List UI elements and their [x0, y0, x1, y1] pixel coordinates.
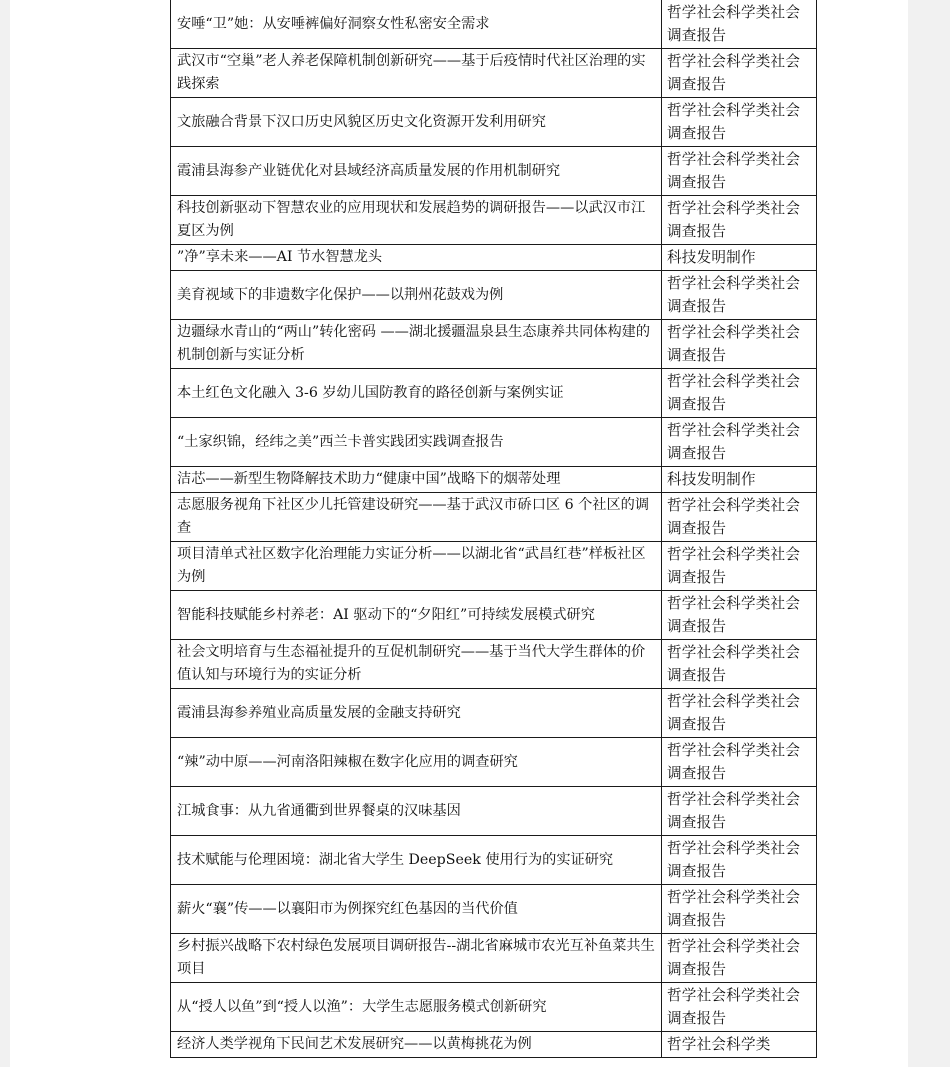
table-row — [171, 591, 817, 640]
table-row — [171, 467, 817, 493]
table-row — [171, 738, 817, 787]
project-category: 哲学社会科学类社会调查报告 — [662, 885, 817, 934]
table-row — [171, 885, 817, 934]
table-row — [171, 320, 817, 369]
project-title: 美育视域下的非遗数字化保护——以荆州花鼓戏为例 — [171, 271, 662, 320]
project-category: 哲学社会科学类社会调查报告 — [662, 49, 817, 98]
project-title: 志愿服务视角下社区少儿托管建设研究——基于武汉市硚口区 6 个社区的调查 — [171, 493, 662, 542]
table-row — [171, 787, 817, 836]
project-title: “土家织锦，经纬之美”西兰卡普实践团实践调查报告 — [171, 418, 662, 467]
table-row — [171, 271, 817, 320]
project-title: 智能科技赋能乡村养老：AI 驱动下的“夕阳红”可持续发展模式研究 — [171, 591, 662, 640]
project-title: 霞浦县海参养殖业高质量发展的金融支持研究 — [171, 689, 662, 738]
project-title: 项目清单式社区数字化治理能力实证分析——以湖北省“武昌红巷”样板社区为例 — [171, 542, 662, 591]
project-title: 乡村振兴战略下农村绿色发展项目调研报告--湖北省麻城市农光互补鱼菜共生项目 — [171, 934, 662, 983]
project-category: 哲学社会科学类社会调查报告 — [662, 640, 817, 689]
table-row — [171, 983, 817, 1032]
project-title: 技术赋能与伦理困境：湖北省大学生 DeepSeek 使用行为的实证研究 — [171, 836, 662, 885]
project-title: 武汉市“空巢”老人养老保障机制创新研究——基于后疫情时代社区治理的实践探索 — [171, 49, 662, 98]
project-title: 边疆绿水青山的“两山”转化密码 ——湖北援疆温泉县生态康养共同体构建的机制创新与实证分析 — [171, 320, 662, 369]
project-category: 哲学社会科学类社会调查报告 — [662, 787, 817, 836]
project-category: 哲学社会科学类社会调查报告 — [662, 493, 817, 542]
table-row — [171, 0, 817, 49]
table-row — [171, 49, 817, 98]
project-category: 哲学社会科学类社会调查报告 — [662, 934, 817, 983]
project-category: 科技发明制作 — [662, 467, 817, 493]
table-row — [171, 640, 817, 689]
project-category: 哲学社会科学类社会调查报告 — [662, 418, 817, 467]
project-title: 本土红色文化融入 3-6 岁幼儿国防教育的路径创新与案例实证 — [171, 369, 662, 418]
table-row — [171, 147, 817, 196]
project-title: 科技创新驱动下智慧农业的应用现状和发展趋势的调研报告——以武汉市江夏区为例 — [171, 196, 662, 245]
project-category: 哲学社会科学类社会调查报告 — [662, 983, 817, 1032]
project-category: 科技发明制作 — [662, 245, 817, 271]
table-row — [171, 542, 817, 591]
project-title: 从“授人以鱼”到“授人以渔”：大学生志愿服务模式创新研究 — [171, 983, 662, 1032]
project-category: 哲学社会科学类社会调查报告 — [662, 320, 817, 369]
table-row — [171, 418, 817, 467]
project-category: 哲学社会科学类社会调查报告 — [662, 98, 817, 147]
project-table — [170, 0, 817, 1058]
project-title: “辣”动中原——河南洛阳辣椒在数字化应用的调查研究 — [171, 738, 662, 787]
project-category: 哲学社会科学类社会调查报告 — [662, 689, 817, 738]
table-row — [171, 196, 817, 245]
table-row — [171, 369, 817, 418]
project-category: 哲学社会科学类社会调查报告 — [662, 369, 817, 418]
project-category: 哲学社会科学类社会调查报告 — [662, 836, 817, 885]
table-row — [171, 836, 817, 885]
project-category: 哲学社会科学类社会调查报告 — [662, 738, 817, 787]
project-title: 文旅融合背景下汉口历史风貌区历史文化资源开发利用研究 — [171, 98, 662, 147]
project-title: 薪火“襄”传——以襄阳市为例探究红色基因的当代价值 — [171, 885, 662, 934]
project-title: 霞浦县海参产业链优化对县域经济高质量发展的作用机制研究 — [171, 147, 662, 196]
project-category: 哲学社会科学类社会调查报告 — [662, 196, 817, 245]
project-category: 哲学社会科学类社会调查报告 — [662, 147, 817, 196]
project-category: 哲学社会科学类社会调查报告 — [662, 542, 817, 591]
project-title: 江城食事：从九省通衢到世界餐桌的汉味基因 — [171, 787, 662, 836]
table-row — [171, 493, 817, 542]
project-category: 哲学社会科学类 — [662, 1032, 817, 1058]
project-category: 哲学社会科学类社会调查报告 — [662, 591, 817, 640]
project-category: 哲学社会科学类社会调查报告 — [662, 0, 817, 49]
project-title: 经济人类学视角下民间艺术发展研究——以黄梅挑花为例 — [171, 1032, 662, 1058]
table-row — [171, 934, 817, 983]
table-row — [171, 98, 817, 147]
project-title: 洁芯——新型生物降解技术助力“健康中国”战略下的烟蒂处理 — [171, 467, 662, 493]
project-category: 哲学社会科学类社会调查报告 — [662, 271, 817, 320]
project-title: 安唾“卫”她：从安唾裤偏好洞察女性私密安全需求 — [171, 0, 662, 49]
project-title: 社会文明培育与生态福祉提升的互促机制研究——基于当代大学生群体的价值认知与环境行为的实证分析 — [171, 640, 662, 689]
project-title: ”净”享未来——AI 节水智慧龙头 — [171, 245, 662, 271]
table-row — [171, 245, 817, 271]
table-row — [171, 1032, 817, 1058]
table-row — [171, 689, 817, 738]
document-page — [10, 0, 908, 1067]
